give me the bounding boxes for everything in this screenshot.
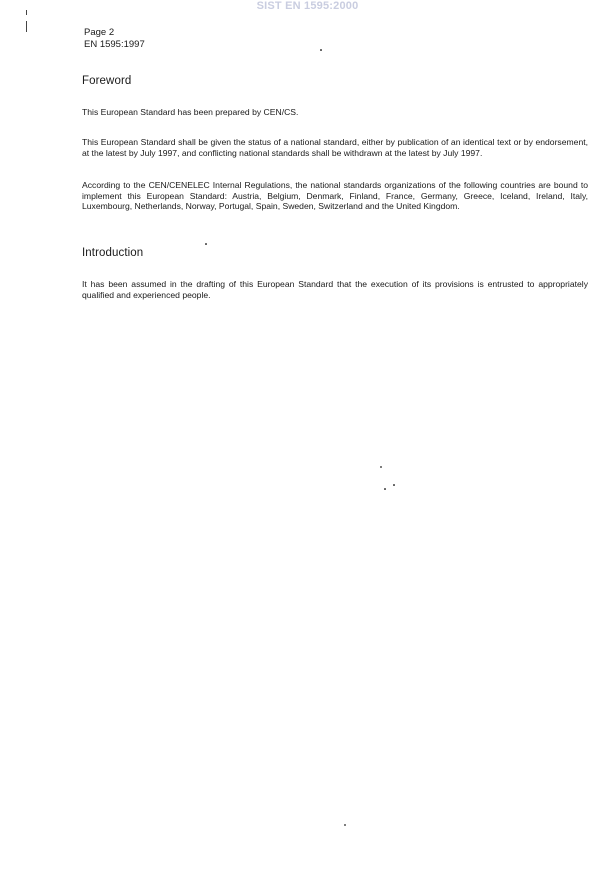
- scan-speck: [320, 49, 322, 51]
- scan-speck: [205, 243, 207, 245]
- scan-edge-mark: [26, 21, 27, 32]
- watermark: SIST EN 1595:2000: [256, 0, 359, 12]
- foreword-paragraph: This European Standard has been prepared by CEN/CS.: [82, 107, 299, 117]
- page-number: Page 2: [84, 27, 115, 38]
- introduction-paragraph: It has been assumed in the drafting of this European Standard that the execution of its provisions is entrusted to appropriately qualified and experienced people.: [82, 279, 588, 300]
- introduction-heading: Introduction: [82, 247, 144, 259]
- scan-speck: [344, 824, 346, 826]
- scan-speck: [393, 484, 395, 486]
- foreword-paragraph: This European Standard shall be given the status of a national standard, either by publication of an identical text or by endorsement, at the latest by July 1997, and conflicting national standards shall be withdrawn at the latest by July 1997.: [82, 137, 588, 158]
- scan-speck: [384, 488, 386, 490]
- page-header: [84, 27, 145, 51]
- scan-speck: [380, 466, 382, 468]
- document-id: EN 1595:1997: [84, 39, 145, 50]
- foreword-heading: Foreword: [82, 75, 132, 87]
- foreword-paragraph: According to the CEN/CENELEC Internal Regulations, the national standards organizations of the following countries are bound to implement this European Standard: Austria, Belgium, Denmark, Finland, France, Germany, Greece, Iceland, Ireland, Italy, Luxembourg, Netherlands, Norway, Portugal, Spain, Sweden, Switzerland and the United Kingdom.: [82, 180, 588, 211]
- scan-edge-mark: [26, 10, 27, 15]
